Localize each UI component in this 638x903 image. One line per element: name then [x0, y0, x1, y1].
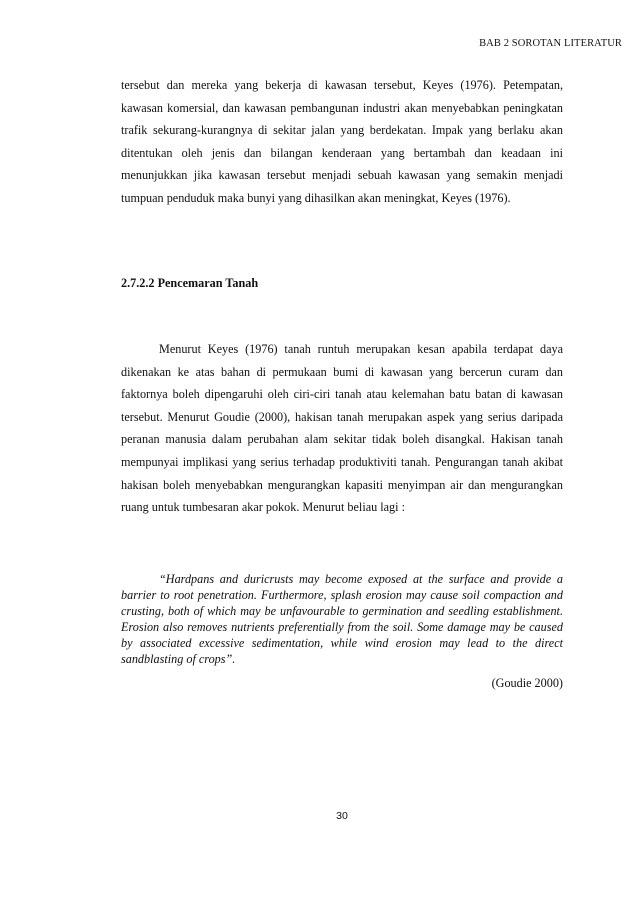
running-header: BAB 2 SOROTAN LITERATUR	[479, 38, 622, 49]
section-heading: 2.7.2.2 Pencemaran Tanah	[121, 276, 259, 290]
quote-citation: (Goudie 2000)	[491, 676, 563, 690]
body-paragraph-1: tersebut dan mereka yang bekerja di kawasan tersebut, Keyes (1976). Petempatan, kawasan komersial, dan kawasan pembangunan industri akan menyebabkan peningkatan trafik sekurang-kurangnya di sekitar jalan yang berdekatan. Impak yang berlaku akan ditentukan oleh jenis dan bilangan kenderaan yang bertambah dan keadaan ini menunjukkan jika kawasan tersebut menjadi sebuah kawasan yang semakin menjadi tumpuan penduduk maka bunyi yang dihasilkan akan meningkat, Keyes (1976).	[121, 78, 563, 205]
page-number: 30	[336, 810, 348, 822]
block-quote: “Hardpans and duricrusts may become exposed at the surface and provide a barrier to root penetration. Furthermore, splash erosion may cause soil compaction and crusting, both of which may be unfavourable to germination and seedling establishment. Erosion also removes nutrients preferentially from the soil. Some damage may be caused by associated excessive sedimentation, while wind erosion may lead to the direct sandblasting of crops”.	[121, 572, 563, 666]
body-paragraph-2: Menurut Keyes (1976) tanah runtuh merupakan kesan apabila terdapat daya dikenakan ke atas bahan di permukaan bumi di kawasan yang bercerun curam dan faktornya boleh dipengaruhi oleh ciri-ciri tanah atau kelemahan batu batan di kawasan tersebut. Menurut Goudie (2000), hakisan tanah merupakan aspek yang serius daripada peranan manusia dalam perubahan alam sekitar tidak boleh disangkal. Hakisan tanah mempunyai implikasi yang serius terhadap produktiviti tanah. Pengurangan tanah akibat hakisan boleh menyebabkan mengurangkan kapasiti menyimpan air dan mengurangkan ruang untuk tumbesaran akar pokok. Menurut beliau lagi :	[121, 342, 563, 515]
